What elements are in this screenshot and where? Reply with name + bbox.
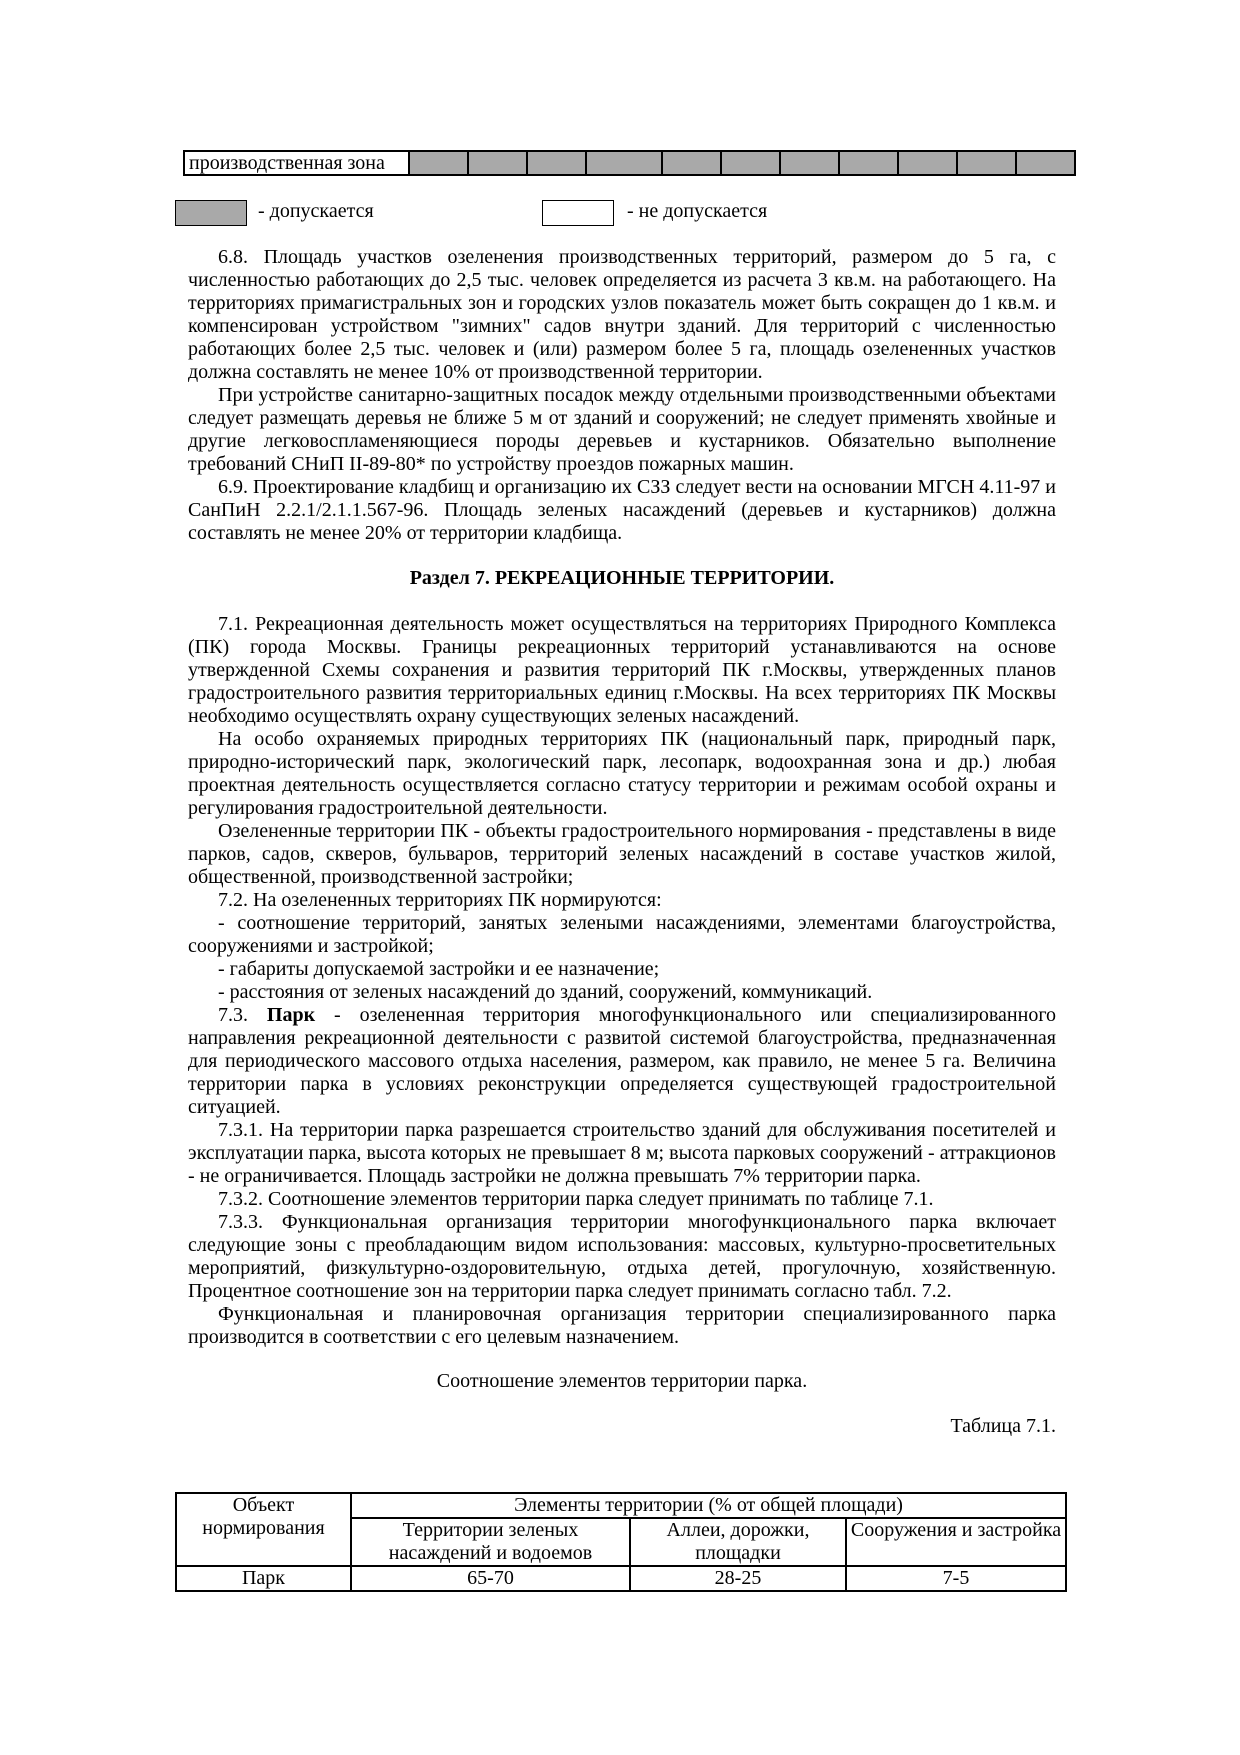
table-cell: Парк: [176, 1566, 351, 1591]
park-table: [175, 1492, 1067, 1592]
paragraph: 7.3.2. Соотношение элементов территории парка следует принимать по таблице 7.1.: [218, 1188, 934, 1210]
list-item: - соотношение территорий, занятых зелеными насаждениями, элементами благоустройства, сооружениями и застройкой;: [188, 912, 1056, 957]
zone-cell: [898, 151, 957, 175]
paragraph: Озелененные территории ПК - объекты градостроительного нормирования - представлены в виде парков, садов, скверов, бульваров, территорий зеленых насаждений в составе участков жилой, общественной, производственной застройки;: [188, 820, 1056, 888]
legend-allowed-swatch: [175, 200, 247, 226]
park-definition-paragraph: [188, 1004, 1056, 1119]
paragraph: 7.2. На озелененных территориях ПК нормируются:: [218, 889, 662, 911]
table-cell: 28-25: [630, 1566, 846, 1591]
zone-table: [183, 150, 1076, 176]
document-body: [188, 246, 1056, 1438]
zone-cell: [527, 151, 586, 175]
table-caption: Соотношение элементов территории парка.: [436, 1370, 808, 1392]
zone-cell: [721, 151, 780, 175]
paragraph: 7.3.1. На территории парка разрешается строительство зданий для обслуживания посетителей и эксплуатации парка, высота которых не превышает 8 м; высота парковых сооружений - аттракционов - не ограничивается. Площадь застройки не должна превышать 7% территории парка.: [188, 1119, 1056, 1187]
header-object: Объект нормирования: [176, 1493, 351, 1566]
legend-not-allowed-text: - не допускается: [627, 200, 768, 222]
zone-cell: [409, 151, 468, 175]
list-item: - габариты допускаемой застройки и ее назначение;: [218, 958, 660, 980]
paragraph: При устройстве санитарно-защитных посадок между отдельными производственными объектами следует размещать деревья не ближе 5 м от зданий и сооружений; не следует применять хвойные и другие легковоспламеняющиеся породы деревьев и кустарников. Обязательно выполнение требований СНиП II-89-80* по устройству проездов пожарных машин.: [188, 384, 1056, 475]
table-header-row: [176, 1493, 1066, 1518]
header-elements-group: Элементы территории (% от общей площади): [351, 1493, 1066, 1518]
zone-cell: [780, 151, 839, 175]
subheader-alleys: Аллеи, дорожки, площадки: [630, 1518, 846, 1566]
zone-row: [184, 151, 1075, 175]
legend-not-allowed-swatch: [542, 200, 614, 226]
paragraph: 6.8. Площадь участков озеленения производственных территорий, размером до 5 га, с численностью работающих до 2,5 тыс. человек определяется из расчета 3 кв.м. на работающего. На территориях примагистральных зон и городских узлов показатель может быть сокращен до 1 кв.м. и компенсирован устройством "зимних" садов внутри зданий. Для территорий с численностью работающих более 2,5 тыс. человек и (или) размером более 5 га, площадь озелененных участков должна составлять не менее 10% от производственной территории.: [188, 246, 1056, 383]
zone-cell: [957, 151, 1016, 175]
section-heading: Раздел 7. РЕКРЕАЦИОННЫЕ ТЕРРИТОРИИ.: [409, 567, 835, 589]
zone-label: производственная зона: [184, 151, 409, 175]
zone-cell: [586, 151, 661, 175]
subheader-green: Территории зеленых насаждений и водоемов: [351, 1518, 630, 1566]
table-number: Таблица 7.1.: [950, 1415, 1056, 1437]
paragraph: Функциональная и планировочная организация территории специализированного парка производится в соответствии с его целевым назначением.: [188, 1303, 1056, 1348]
legend-allowed-text: - допускается: [258, 200, 374, 222]
paragraph: 6.9. Проектирование кладбищ и организацию их СЗЗ следует вести на основании МГСН 4.11-97 и СанПиН 2.2.1/2.1.1.567-96. Площадь зеленых насаждений (деревьев и кустарников) должна составлять не менее 20% от территории кладбища.: [188, 476, 1056, 544]
zone-cell: [662, 151, 721, 175]
list-item: - расстояния от зеленых насаждений до зданий, сооружений, коммуникаций.: [218, 981, 873, 1003]
zone-cell: [839, 151, 898, 175]
paragraph: На особо охраняемых природных территориях ПК (национальный парк, природный парк, природно-исторический парк, экологический парк, лесопарк, водоохранная зона и др.) любая проектная деятельность осуществляется согласно статусу территории и режимам особой охраны и регулирования градостроительной деятельности.: [188, 728, 1056, 819]
paragraph: 7.1. Рекреационная деятельность может осуществляться на территориях Природного Комплекса (ПК) города Москвы. Границы рекреационных территорий устанавливаются на основе утвержденной Схемы сохранения и развития территорий ПК г.Москвы, утвержденных планов градостроительного развития территориальных единиц г.Москвы. На всех территориях ПК Москвы необходимо осуществлять охрану существующих зеленых насаждений.: [188, 613, 1056, 727]
paragraph: 7.3.3. Функциональная организация территории многофункционального парка включает следующие зоны с преобладающим видом использования: массовых, культурно-просветительных мероприятий, физкультурно-оздоровительную, отдыха детей, прогулочную, хозяйственную. Процентное соотношение зон на территории парка следует принимать согласно табл. 7.2.: [188, 1211, 1056, 1302]
park-term: Парк: [266, 1004, 316, 1026]
park-paragraph-number: 7.3.: [218, 1004, 248, 1026]
park-definition-text: - озелененная территория многофункционального или специализированного направления рекреационной деятельности с развитой системой благоустройства, предназначенная для периодического массового отдыха населения, размером, как правило, не менее 5 га. Величина территории парка в условиях реконструкции определяется существующей градостроительной ситуацией.: [188, 1004, 1057, 1118]
table-cell: 7-5: [846, 1566, 1066, 1591]
subheader-buildings: Сооружения и застройка: [846, 1518, 1066, 1566]
table-row: [176, 1566, 1066, 1591]
zone-cell: [1016, 151, 1075, 175]
zone-cell: [468, 151, 527, 175]
table-cell: 65-70: [351, 1566, 630, 1591]
